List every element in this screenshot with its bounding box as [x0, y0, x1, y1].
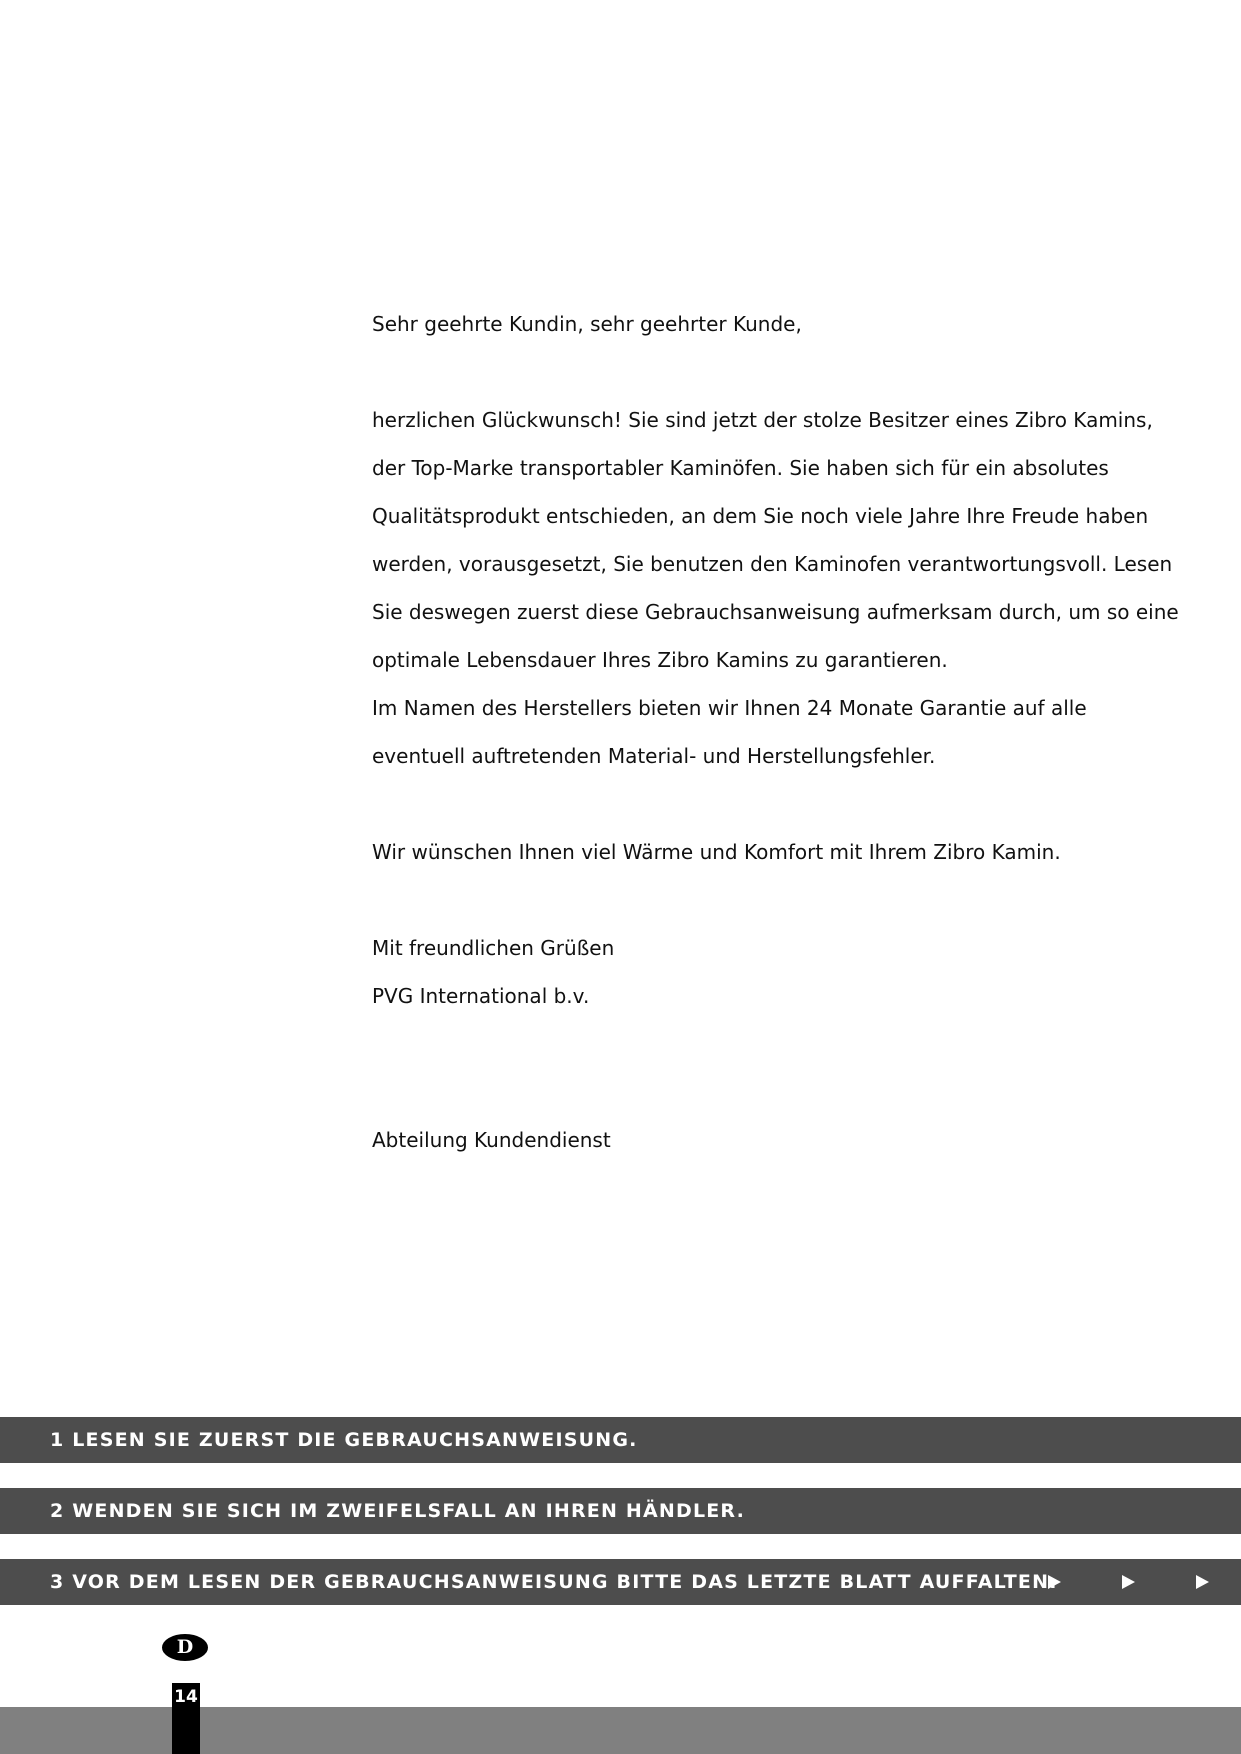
closing-line: Mit freundlichen Grüßen — [372, 936, 615, 960]
spacer — [372, 876, 1132, 924]
salutation: Sehr geehrte Kundin, sehr geehrter Kunde, — [372, 312, 802, 336]
language-badge: D — [162, 1634, 208, 1661]
step-text: 1 LESEN SIE ZUERST DIE GEBRAUCHSANWEISUNG. — [50, 1429, 638, 1451]
spacer — [372, 780, 1132, 828]
body-line: eventuell auftretenden Material- und Herstellungsfehler. — [372, 744, 936, 768]
company-name: PVG International b.v. — [372, 984, 590, 1008]
body-line: Sie deswegen zuerst diese Gebrauchsanweisung aufmerksam durch, um so eine — [372, 600, 1179, 624]
step-text: 2 WENDEN SIE SICH IM ZWEIFELSFALL AN IHREN HÄNDLER. — [50, 1500, 746, 1522]
arrow-right-icon — [1196, 1575, 1209, 1589]
arrow-right-icon — [1048, 1575, 1061, 1589]
body-line: Im Namen des Herstellers bieten wir Ihnen 24 Monate Garantie auf alle — [372, 696, 1087, 720]
spacer — [372, 348, 1132, 396]
wish-line: Wir wünschen Ihnen viel Wärme und Komfort mit Ihrem Zibro Kamin. — [372, 840, 1061, 864]
body-line: optimale Lebensdauer Ihres Zibro Kamins zu garantieren. — [372, 648, 948, 672]
page-number: 14 — [172, 1683, 200, 1754]
body-line: der Top-Marke transportabler Kaminöfen. Sie haben sich für ein absolutes — [372, 456, 1109, 480]
body-line: herzlichen Glückwunsch! Sie sind jetzt der stolze Besitzer eines Zibro Kamins, — [372, 408, 1153, 432]
signature-space — [372, 1020, 1132, 1116]
letter-body — [372, 300, 1179, 1164]
step-bar-1 — [0, 1417, 1241, 1463]
body-line: werden, vorausgesetzt, Sie benutzen den Kaminofen verantwortungsvoll. Lesen — [372, 552, 1173, 576]
step-bar-3 — [0, 1559, 1241, 1605]
step-text: 3 VOR DEM LESEN DER GEBRAUCHSANWEISUNG BITTE DAS LETZTE BLATT AUFFALTEN. — [50, 1571, 1058, 1593]
step-bar-2 — [0, 1488, 1241, 1534]
arrow-right-icon — [1122, 1575, 1135, 1589]
body-line: Qualitätsprodukt entschieden, an dem Sie noch viele Jahre Ihre Freude haben — [372, 504, 1149, 528]
department-name: Abteilung Kundendienst — [372, 1128, 611, 1152]
